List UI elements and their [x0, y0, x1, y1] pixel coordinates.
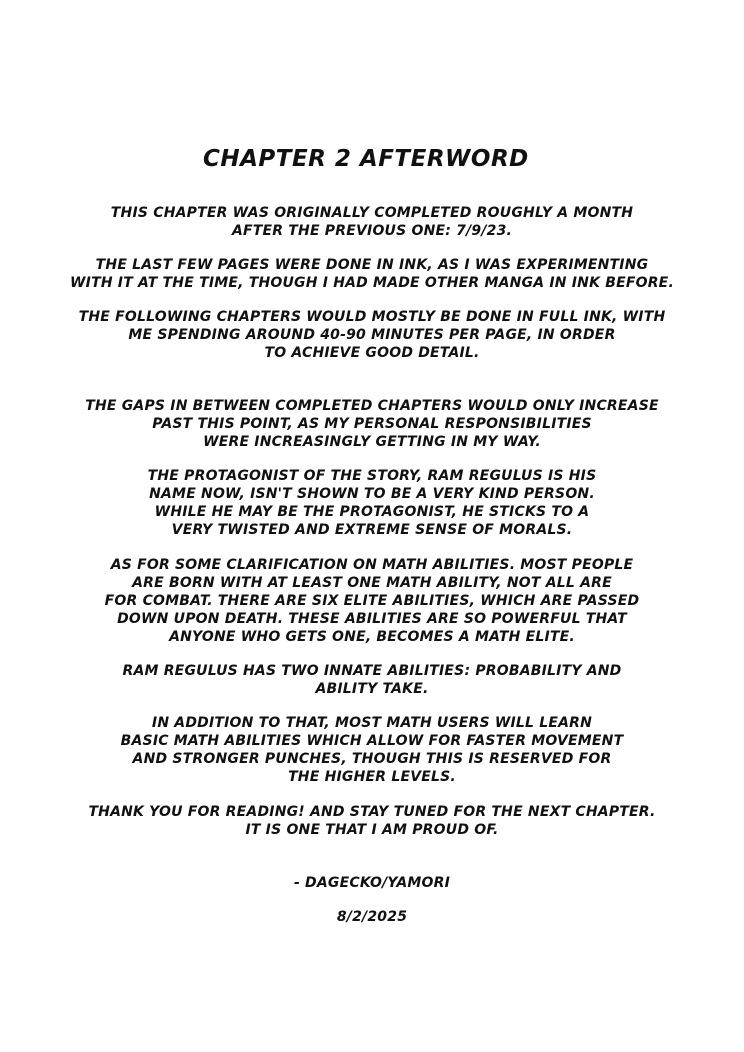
text-line: WHILE HE MAY BE THE PROTAGONIST, HE STICKS TO A: [154, 504, 590, 520]
paragraph-full-ink: [30, 308, 714, 362]
text-line: BASIC MATH ABILITIES WHICH ALLOW FOR FASTER MOVEMENT: [120, 733, 624, 749]
text-line: TO ACHIEVE GOOD DETAIL.: [264, 345, 480, 361]
paragraph-innate-abilities: [30, 662, 714, 698]
text-line: THE PROTAGONIST OF THE STORY, RAM REGULUS IS HIS: [147, 468, 597, 484]
text-line: VERY TWISTED AND EXTREME SENSE OF MORALS.: [171, 522, 573, 538]
page-title: CHAPTER 2 AFTERWORD: [203, 146, 529, 172]
text-line: IT IS ONE THAT I AM PROUD OF.: [245, 822, 499, 838]
paragraph-ink-experiment: [30, 256, 714, 292]
text-line: THE FOLLOWING CHAPTERS WOULD MOSTLY BE DONE IN FULL INK, WITH: [78, 309, 666, 325]
date: [30, 908, 714, 926]
text-line: ME SPENDING AROUND 40-90 MINUTES PER PAGE, IN ORDER: [128, 327, 616, 343]
text-line: RAM REGULUS HAS TWO INNATE ABILITIES: PROBABILITY AND: [122, 663, 622, 679]
text-line: ANYONE WHO GETS ONE, BECOMES A MATH ELITE.: [169, 629, 575, 645]
text-line: ARE BORN WITH AT LEAST ONE MATH ABILITY, NOT ALL ARE: [132, 575, 612, 591]
text-line: THIS CHAPTER WAS ORIGINALLY COMPLETED ROUGHLY A MONTH: [110, 205, 634, 221]
text-line: IN ADDITION TO THAT, MOST MATH USERS WILL LEARN: [151, 715, 593, 731]
text-line: AFTER THE PREVIOUS ONE: 7/9/23.: [231, 223, 513, 239]
text-line: ABILITY TAKE.: [315, 681, 429, 697]
text-line: WITH IT AT THE TIME, THOUGH I HAD MADE OTHER MANGA IN INK BEFORE.: [70, 275, 674, 291]
paragraph-chapter-gaps: [30, 397, 714, 451]
text-line: AND STRONGER PUNCHES, THOUGH THIS IS RESERVED FOR: [132, 751, 612, 767]
paragraph-completion-date: [30, 204, 714, 240]
paragraph-thanks: [30, 803, 714, 839]
paragraph-protagonist: [30, 467, 714, 539]
text-line: THE GAPS IN BETWEEN COMPLETED CHAPTERS WOULD ONLY INCREASE: [85, 398, 659, 414]
paragraph-math-abilities: [30, 556, 714, 646]
text-line: WERE INCREASINGLY GETTING IN MY WAY.: [203, 434, 541, 450]
text-line: NAME NOW, ISN'T SHOWN TO BE A VERY KIND PERSON.: [149, 486, 595, 502]
text-line: FOR COMBAT. THERE ARE SIX ELITE ABILITIES, WHICH ARE PASSED: [104, 593, 640, 609]
text-line: PAST THIS POINT, AS MY PERSONAL RESPONSIBILITIES: [152, 416, 592, 432]
signature: [30, 874, 714, 892]
text-line: THE HIGHER LEVELS.: [288, 769, 456, 785]
text-line: THANK YOU FOR READING! AND STAY TUNED FOR THE NEXT CHAPTER.: [88, 804, 656, 820]
paragraph-basic-abilities: [30, 714, 714, 786]
text-line: THE LAST FEW PAGES WERE DONE IN INK, AS I WAS EXPERIMENTING: [95, 257, 649, 273]
text-line: AS FOR SOME CLARIFICATION ON MATH ABILITIES. MOST PEOPLE: [110, 557, 634, 573]
text-line: DOWN UPON DEATH. THESE ABILITIES ARE SO POWERFUL THAT: [117, 611, 627, 627]
signature-text: - DAGECKO/YAMORI: [293, 875, 451, 891]
date-text: 8/2/2025: [336, 909, 408, 925]
